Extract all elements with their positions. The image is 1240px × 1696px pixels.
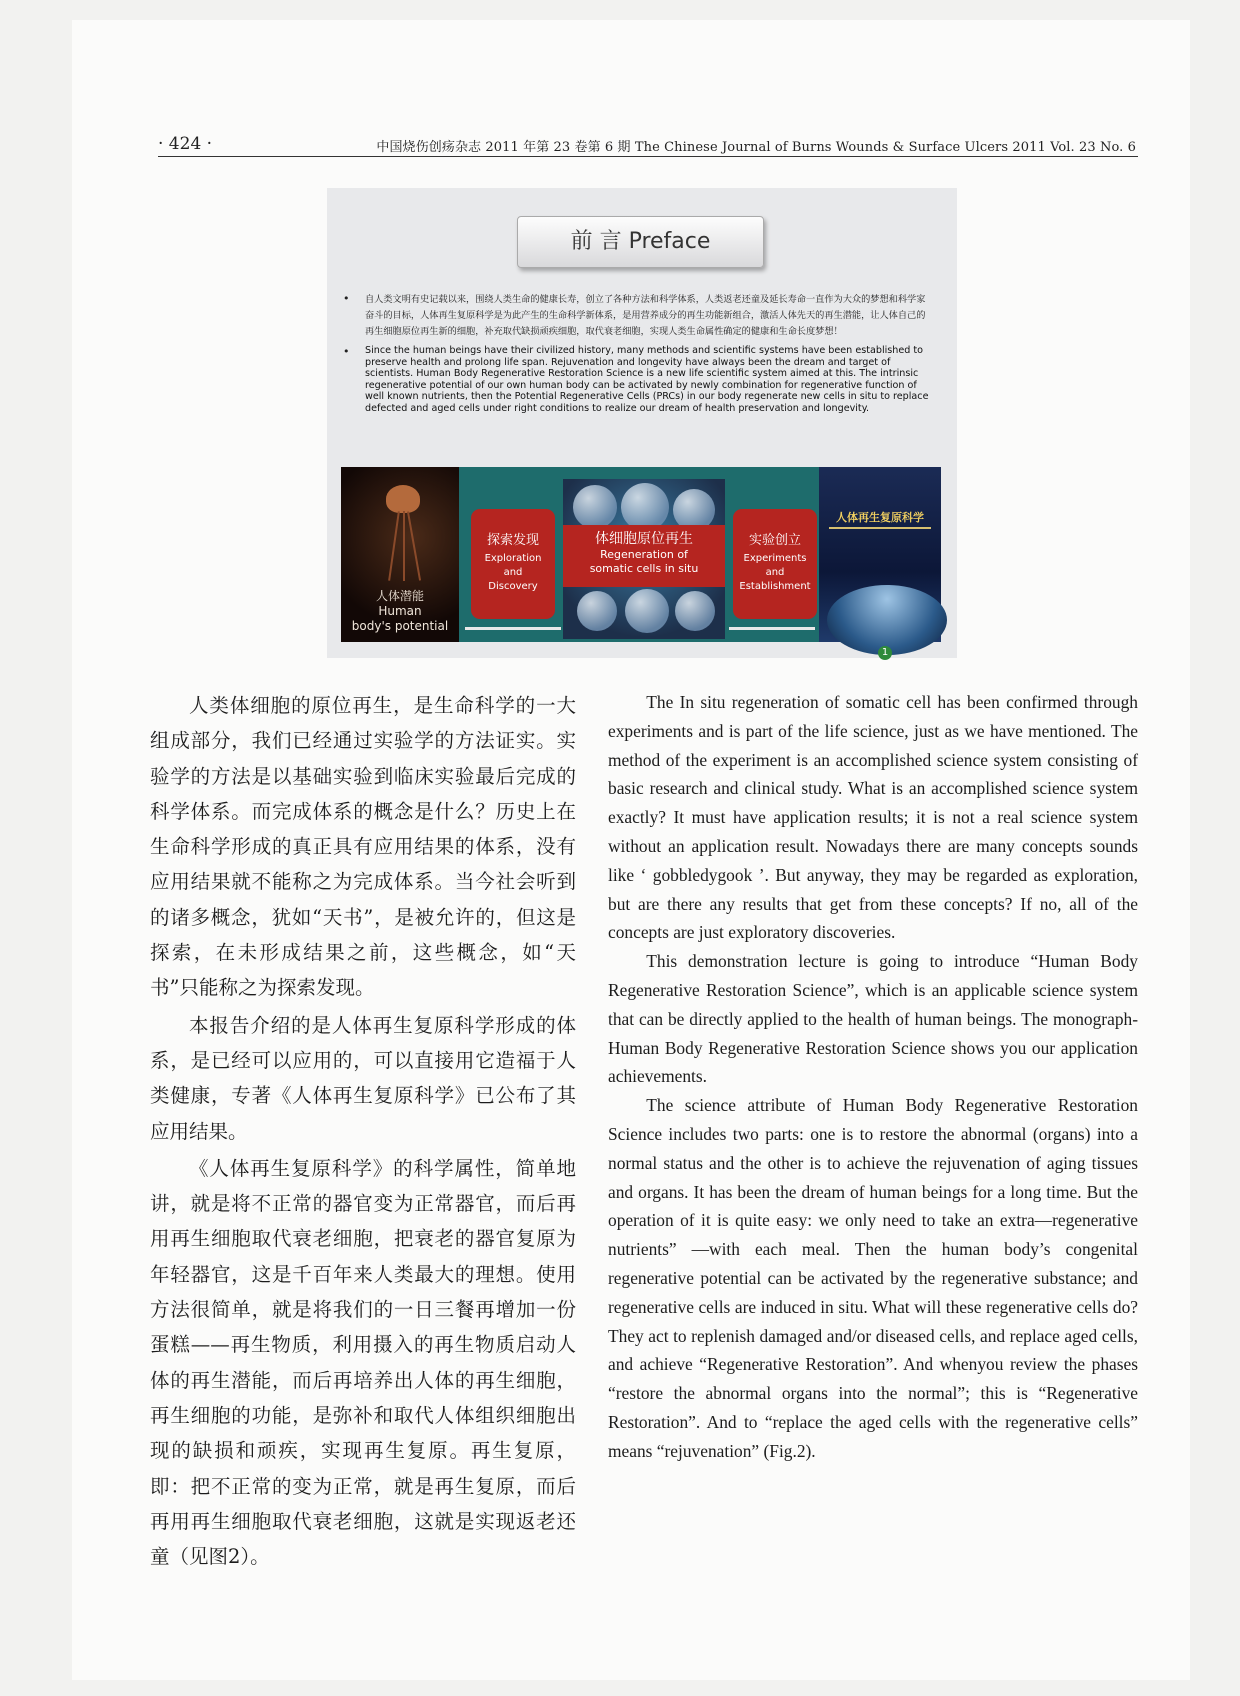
figure-badge: 1 [878, 646, 892, 660]
regeneration-cn: 体细胞原位再生 [595, 531, 693, 547]
globe-image [827, 585, 947, 655]
experiment-en-3: Establishment [739, 581, 811, 592]
potential-en-2: body's potential [351, 619, 449, 633]
bullet-dot: • [343, 292, 350, 305]
book-rule [829, 527, 931, 529]
paragraph-en: The In situ regeneration of somatic cell has been confirmed through experiments and is part of the life science, just as we have mentioned. The method of the experiment is an accomplished science system consisting of basic research and clinical study. What is an accomplished science system exactly? It must have application results; it is not a real science system without an application result. Nowadays there are many concepts sounds like ‘ gobbledygook ’. But anyway, they may be regarded as exploration, but are there any results that get from these concepts? If no, all of the concepts are just exploratory discoveries. [608, 692, 1138, 943]
potential-cn: 人体潜能 [375, 589, 424, 603]
bullet-dot: • [343, 345, 350, 358]
exploration-en-1: Exploration [484, 553, 542, 564]
page-number: · 424 · [158, 134, 213, 154]
bullet-text-cn: 自人类文明有史记载以来，围绕人类生命的健康长寿，创立了各种方法和科学体系，人类返老还童及延长寿命一直作为大众的梦想和科学家奋斗的目标，人体再生复原科学是为此产生的生命科学新体系，是用营养成分的再生功能新组合，激活人体先天的再生潜能，让人体自己的再生细胞原位再生新的细胞，补充取代缺损顽疾细胞，取代衰老细胞，实现人类生命属性确定的健康和生命长度梦想！ [365, 294, 926, 337]
regeneration-label [563, 525, 725, 587]
human-potential-panel [341, 467, 459, 642]
exploration-en-3: Discovery [488, 581, 538, 592]
arrow-right [729, 627, 815, 630]
process-strip [341, 467, 941, 642]
book-cover [819, 467, 941, 642]
cell-bubble [573, 485, 617, 529]
preface-figure [327, 188, 957, 658]
paragraph-cn: 本报告介绍的是人体再生复原科学形成的体系，是已经可以应用的，可以直接用它造福于人类健康，专著《人体再生复原科学》已公布了其应用结果。 [150, 1013, 576, 1143]
tentacle [403, 511, 405, 581]
cell-bubble [621, 483, 669, 531]
experiment-en-1: Experiments [743, 553, 807, 564]
experiment-box [733, 509, 817, 619]
body-english [608, 688, 1138, 1466]
bullet-text-en: Since the human beings have their civilized history, many methods and scientific systems have been established to preserve health and prolong life span. Rejuvenation and longevity have always been the dream and target of scientists. Human Body Regenerative Restoration Science is a new life scientific system aimed at this. The intrinsic regenerative potential of our own human body can be activated by newly combination for regenerative function of well known nutrients, then the Potential Regenerative Cells (PRCs) in our body regenerate new cells in situ to replace defected and aged cells under right conditions to realize our dream of health preservation and longevity. [365, 345, 929, 414]
paragraph-en: The science attribute of Human Body Regenerative Restoration Science includes two parts: one is to restore the abnormal (organs) into a normal status and the other is to achieve the rejuvenation of aging tissues and organs. It has been the dream of human beings for a long time. But the operation of it is quite easy: we only need to take an extra—regenerative nutrients” —with each meal. Then the human body’s congenital regenerative potential can be activated by the regenerative substance; and regenerative cells are induced in situ. What will these regenerative cells do? They act to replenish damaged and/or diseased cells, and replace aged cells, and achieve “Regenerative Restoration”. And whenyou review the phases “restore the abnormal organs into the normal”; this is “Regenerative Restoration”. And to “replace the aged cells with the regenerative cells” means “rejuvenation” (Fig.2). [608, 1095, 1138, 1461]
exploration-box [471, 509, 555, 619]
exploration-en-2: and [503, 567, 523, 578]
exploration-cn: 探索发现 [486, 533, 539, 548]
book-title: 人体再生复原科学 [836, 511, 924, 524]
potential-en-1: Human [378, 604, 422, 618]
potential-caption [341, 589, 459, 634]
bullet-cn [343, 292, 933, 340]
paragraph-en: This demonstration lecture is going to introduce “Human Body Regenerative Restoration Science”, which is an applicable science system that can be directly applied to the health of human beings. The monograph-Human Body Regenerative Restoration Science shows you our application achievements. [608, 951, 1138, 1087]
cell-bubble [625, 589, 669, 633]
regeneration-en-2: somatic cells in situ [589, 562, 699, 575]
preface-tab: 前 言 Preface [517, 216, 764, 268]
experiment-cn: 实验创立 [748, 533, 801, 548]
preface-bullets [343, 292, 933, 419]
cell-bubble [577, 591, 617, 631]
tentacle [407, 511, 421, 580]
experiment-en-2: and [765, 567, 785, 578]
arrow-right [465, 627, 561, 630]
tentacle [388, 511, 400, 581]
jellyfish-image [386, 485, 420, 513]
body-chinese [150, 688, 576, 1576]
paragraph-cn: 《人体再生复原科学》的科学属性，简单地讲，就是将不正常的器官变为正常器官，而后再用再生细胞取代衰老细胞，把衰老的器官复原为年轻器官，这是千百年来人类最大的理想。使用方法很简单，就是将我们的一日三餐再增加一份蛋糕——再生物质，利用摄入的再生物质启动人体的再生潜能，而后再培养出人体的再生细胞，再生细胞的功能，是弥补和取代人体组织细胞出现的缺损和顽疾，实现再生复原。再生复原，即：把不正常的变为正常，就是再生复原，而后再用再生细胞取代衰老细胞，这就是实现返老还童（见图2）。 [150, 1156, 576, 1569]
paragraph-cn: 人类体细胞的原位再生，是生命科学的一大组成部分，我们已经通过实验学的方法证实。实验学的方法是以基础实验到临床实验最后完成的科学体系。而完成体系的概念是什么？历史上在生命科学形成的真正具有应用结果的体系，没有应用结果就不能称之为完成体系。当今社会听到的诸多概念，犹如“天书”，是被允许的，但这是探索，在未形成结果之前，这些概念，如“天书”只能称之为探索发现。 [150, 694, 576, 1000]
regeneration-en-1: Regeneration of [600, 548, 688, 561]
cell-bubble [675, 591, 715, 631]
bullet-en [343, 345, 933, 414]
running-header [158, 134, 1138, 157]
journal-title: 中国烧伤创疡杂志 2011 年第 23 卷第 6 期 The Chinese Journal of Burns Wounds & Surface Ulcers 2011 Vol. 23 No. 6 [376, 140, 1136, 155]
